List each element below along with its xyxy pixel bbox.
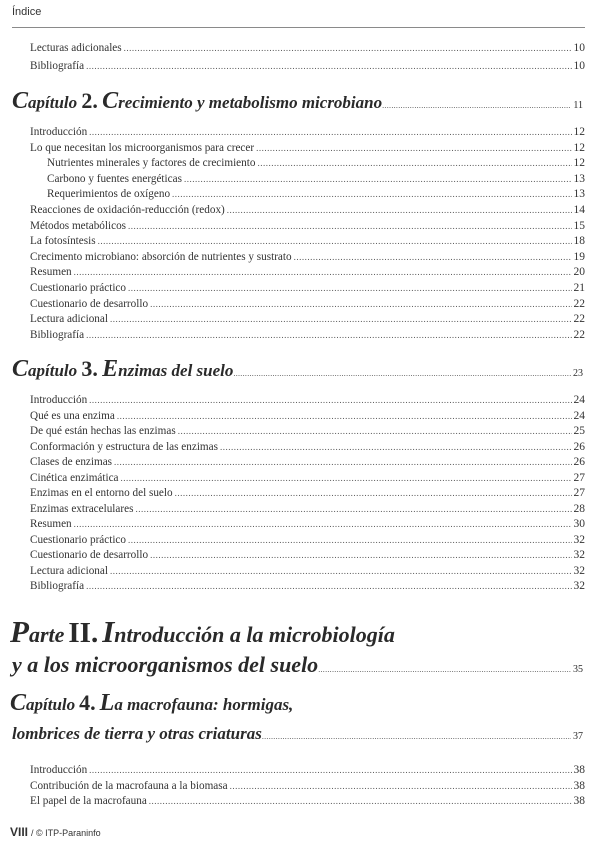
toc-entry[interactable]	[47, 157, 585, 173]
chapter-prefix-initial: C	[10, 690, 27, 716]
leader-dots	[89, 395, 571, 405]
part-prefix-initial: P	[10, 614, 29, 649]
part-page: 35	[573, 664, 583, 675]
leader-dots	[220, 442, 572, 452]
toc-entry-label: Resumen	[30, 518, 72, 530]
toc-entry-label: Nutrientes minerales y factores de crecimiento	[47, 157, 256, 170]
toc-entry-page: 12	[573, 157, 585, 170]
toc-entry-page: 26	[573, 456, 585, 468]
toc-entry[interactable]	[30, 580, 585, 596]
toc-entry-label: El papel de la macrofauna	[30, 795, 147, 807]
toc-entry[interactable]	[30, 204, 585, 220]
copyright: / © ITP-Paraninfo	[31, 828, 101, 838]
toc-entry-label: Cuestionario de desarrollo	[30, 549, 149, 561]
toc-entry[interactable]	[30, 456, 585, 472]
toc-entry[interactable]	[30, 282, 585, 298]
toc-entry-label: Lo que necesitan los microorganismos para crecer	[30, 141, 255, 154]
toc-entry[interactable]	[30, 549, 585, 565]
toc-entry-page: 32	[573, 564, 585, 577]
chapter-title-initial: C	[102, 88, 119, 114]
toc-entry-label: La fotosíntesis	[30, 235, 96, 248]
part-2-heading-line2[interactable]	[12, 652, 583, 678]
part-title-initial: I	[102, 614, 115, 649]
header-rule	[12, 27, 585, 28]
chapter-prefix-rest: apítulo	[28, 93, 78, 112]
toc-entry-label: Lectura adicional	[30, 564, 108, 577]
leader-dots	[128, 221, 571, 231]
leader-dots	[172, 189, 571, 199]
toc-entry-label: Introducción	[30, 764, 88, 776]
toc-entry[interactable]	[30, 329, 585, 345]
toc-entry[interactable]	[30, 313, 585, 329]
toc-entry-label: De qué están hechas las enzimas	[30, 425, 176, 437]
chapter-title-rest: a macrofauna: hormigas,	[114, 695, 294, 714]
page-footer	[10, 823, 101, 841]
leader-dots	[230, 781, 572, 791]
toc-entry-page: 27	[573, 471, 585, 484]
leader-dots	[74, 267, 572, 277]
toc-entry[interactable]	[30, 441, 585, 457]
chapter-title-initial: E	[102, 356, 119, 382]
toc-entry-label: Bibliografía	[30, 328, 85, 341]
toc-entry[interactable]	[30, 410, 585, 426]
toc-entry-label: Conformación y estructura de las enzimas	[30, 440, 218, 453]
toc-entry-page: 38	[573, 779, 585, 792]
toc-entry[interactable]	[30, 298, 585, 314]
leader-dots	[149, 796, 572, 806]
chapter-title-rest: recimiento y metabolismo microbiano	[118, 93, 383, 112]
toc-entry[interactable]	[30, 503, 585, 519]
toc-entry-label: Cuestionario práctico	[30, 282, 126, 294]
leader-dots	[128, 535, 572, 545]
leader-dots	[74, 519, 572, 529]
toc-entry-page: 32	[573, 533, 585, 546]
toc-entry-page: 13	[573, 188, 585, 201]
toc-entry-label: Qué es una enzima	[30, 409, 115, 422]
part-title-line2: y a los microorganismos del suelo	[12, 652, 319, 677]
leader-dots	[294, 252, 572, 262]
leader-dots	[110, 566, 572, 576]
leader-dots	[124, 43, 572, 53]
leader-dots	[86, 581, 571, 591]
toc-entry-page: 18	[573, 235, 585, 248]
toc-entry-label: Carbono y fuentes energéticas	[47, 172, 182, 185]
toc-entry[interactable]	[47, 173, 585, 189]
toc-entry[interactable]	[30, 425, 585, 441]
toc-entry-label: Lectura adicional	[30, 313, 108, 326]
toc-entry-page: 20	[573, 266, 585, 279]
toc-entry-label: Lecturas adicionales	[30, 42, 122, 54]
leader-dots	[86, 61, 571, 71]
leader-dots	[117, 411, 572, 421]
toc-entry[interactable]	[30, 764, 585, 780]
toc-entry[interactable]	[30, 126, 585, 142]
chapter-prefix-initial: C	[12, 356, 29, 382]
toc-entry[interactable]	[30, 795, 585, 811]
toc-entry-label: Cinética enzimática	[30, 471, 119, 484]
chapter-title	[12, 88, 382, 115]
leader-dots	[110, 314, 572, 324]
toc-entry[interactable]	[30, 394, 585, 410]
chapter-prefix-rest: apítulo	[28, 361, 78, 380]
toc-entry-page: 22	[573, 313, 585, 326]
toc-entry-page: 13	[573, 172, 585, 185]
leader-dots	[150, 550, 571, 560]
toc-entry-page: 24	[573, 394, 585, 406]
toc-entry[interactable]	[30, 565, 585, 581]
leader-dots	[128, 283, 572, 293]
leader-dots	[89, 765, 571, 775]
toc-entry[interactable]	[30, 518, 585, 534]
toc-entry[interactable]	[30, 780, 585, 796]
leader-dots	[256, 143, 571, 153]
toc-entry-label: Clases de enzimas	[30, 456, 113, 468]
toc-entry-page: 12	[573, 126, 585, 138]
part-title-rest: ntroducción a la microbiología	[114, 622, 395, 647]
toc-entry-label: Introducción	[30, 394, 88, 406]
toc-entry-page: 32	[573, 580, 585, 592]
leader-dots	[382, 101, 571, 110]
leader-dots	[262, 732, 571, 741]
chapter-4-heading-line1[interactable]	[10, 690, 293, 717]
toc-entry[interactable]	[30, 266, 585, 282]
toc-entry-page: 10	[573, 42, 585, 54]
toc-entry-page: 12	[573, 141, 585, 154]
toc-entry-page: 30	[573, 518, 585, 530]
leader-dots	[175, 488, 572, 498]
running-header-title: Índice	[12, 6, 42, 18]
toc-entry-page: 28	[573, 502, 585, 515]
chapter-number: 4.	[79, 690, 96, 715]
leader-dots	[150, 299, 571, 309]
chapter-prefix-rest: apítulo	[26, 695, 76, 714]
toc-entry-label: Enzimas en el entorno del suelo	[30, 487, 173, 499]
leader-dots	[227, 205, 572, 215]
toc-entry-label: Reacciones de oxidación-reducción (redox)	[30, 204, 225, 216]
toc-entry[interactable]	[30, 220, 585, 236]
part-number: II.	[68, 617, 99, 649]
chapter-title	[12, 356, 233, 383]
leader-dots	[184, 174, 572, 184]
leader-dots	[86, 330, 571, 340]
chapter-2-heading[interactable]	[12, 88, 583, 115]
toc-entry[interactable]	[30, 42, 585, 58]
toc-entry[interactable]	[30, 472, 585, 488]
chapter-3-heading[interactable]	[12, 356, 583, 383]
toc-entry-page: 10	[573, 60, 585, 72]
toc-entry[interactable]	[47, 188, 585, 204]
toc-entry-page: 25	[573, 425, 585, 437]
part-2-heading-line1[interactable]	[10, 614, 395, 650]
toc-entry[interactable]	[30, 487, 585, 503]
toc-entry[interactable]	[30, 235, 585, 251]
toc-entry-page: 21	[573, 282, 585, 294]
leader-dots	[257, 158, 571, 168]
toc-entry-label: Crecimento microbiano: absorción de nutrientes y sustrato	[30, 250, 292, 263]
toc-entry-label: Requerimientos de oxígeno	[47, 188, 171, 201]
chapter-page: 23	[573, 368, 583, 379]
chapter-4-heading-line2[interactable]	[12, 724, 583, 744]
toc-entry-label: Resumen	[30, 266, 72, 279]
chapter-title-initial: L	[99, 690, 115, 716]
toc-entry-label: Introducción	[30, 126, 88, 138]
leader-dots	[89, 127, 571, 137]
toc-entry[interactable]	[30, 251, 585, 267]
toc-entry-page: 19	[573, 250, 585, 263]
toc-entry-page: 14	[573, 204, 585, 216]
chapter-prefix-initial: C	[12, 88, 29, 114]
leader-dots	[233, 369, 571, 378]
leader-dots	[318, 665, 571, 674]
toc-entry-label: Cuestionario de desarrollo	[30, 297, 149, 310]
chapter-title-rest: nzimas del suelo	[118, 361, 234, 380]
toc-entry[interactable]	[30, 142, 585, 158]
toc-entry-label: Bibliografía	[30, 580, 85, 592]
toc-entry-label: Métodos metabólicos	[30, 219, 127, 232]
toc-entry-page: 22	[573, 328, 585, 341]
leader-dots	[178, 426, 572, 436]
chapter-number: 2.	[81, 88, 98, 113]
chapter-page: 37	[573, 731, 583, 742]
toc-entry-page: 15	[573, 219, 585, 232]
toc-entry-page: 32	[573, 549, 585, 561]
toc-entry-page: 38	[573, 764, 585, 776]
page-folio: VIII	[10, 825, 29, 839]
toc-entry-label: Cuestionario práctico	[30, 533, 126, 546]
part-prefix-rest: arte	[28, 622, 65, 647]
toc-entry[interactable]	[30, 534, 585, 550]
leader-dots	[135, 504, 571, 514]
toc-entry-label: Enzimas extracelulares	[30, 502, 134, 515]
toc-entry-label: Contribución de la macrofauna a la biomasa	[30, 779, 228, 792]
toc-entry-page: 24	[573, 409, 585, 422]
toc-entry-page: 38	[573, 795, 585, 807]
toc-entry-page: 27	[573, 487, 585, 499]
toc-entry-page: 22	[573, 297, 585, 310]
chapter-title-line2: lombrices de tierra y otras criaturas	[12, 724, 262, 743]
leader-dots	[98, 236, 572, 246]
toc-entry-page: 26	[573, 440, 585, 453]
chapter-page: 11	[573, 100, 583, 111]
toc-entry[interactable]	[30, 60, 585, 76]
leader-dots	[114, 457, 571, 467]
leader-dots	[121, 473, 572, 483]
chapter-number: 3.	[81, 356, 98, 381]
toc-entry-label: Bibliografía	[30, 60, 85, 72]
